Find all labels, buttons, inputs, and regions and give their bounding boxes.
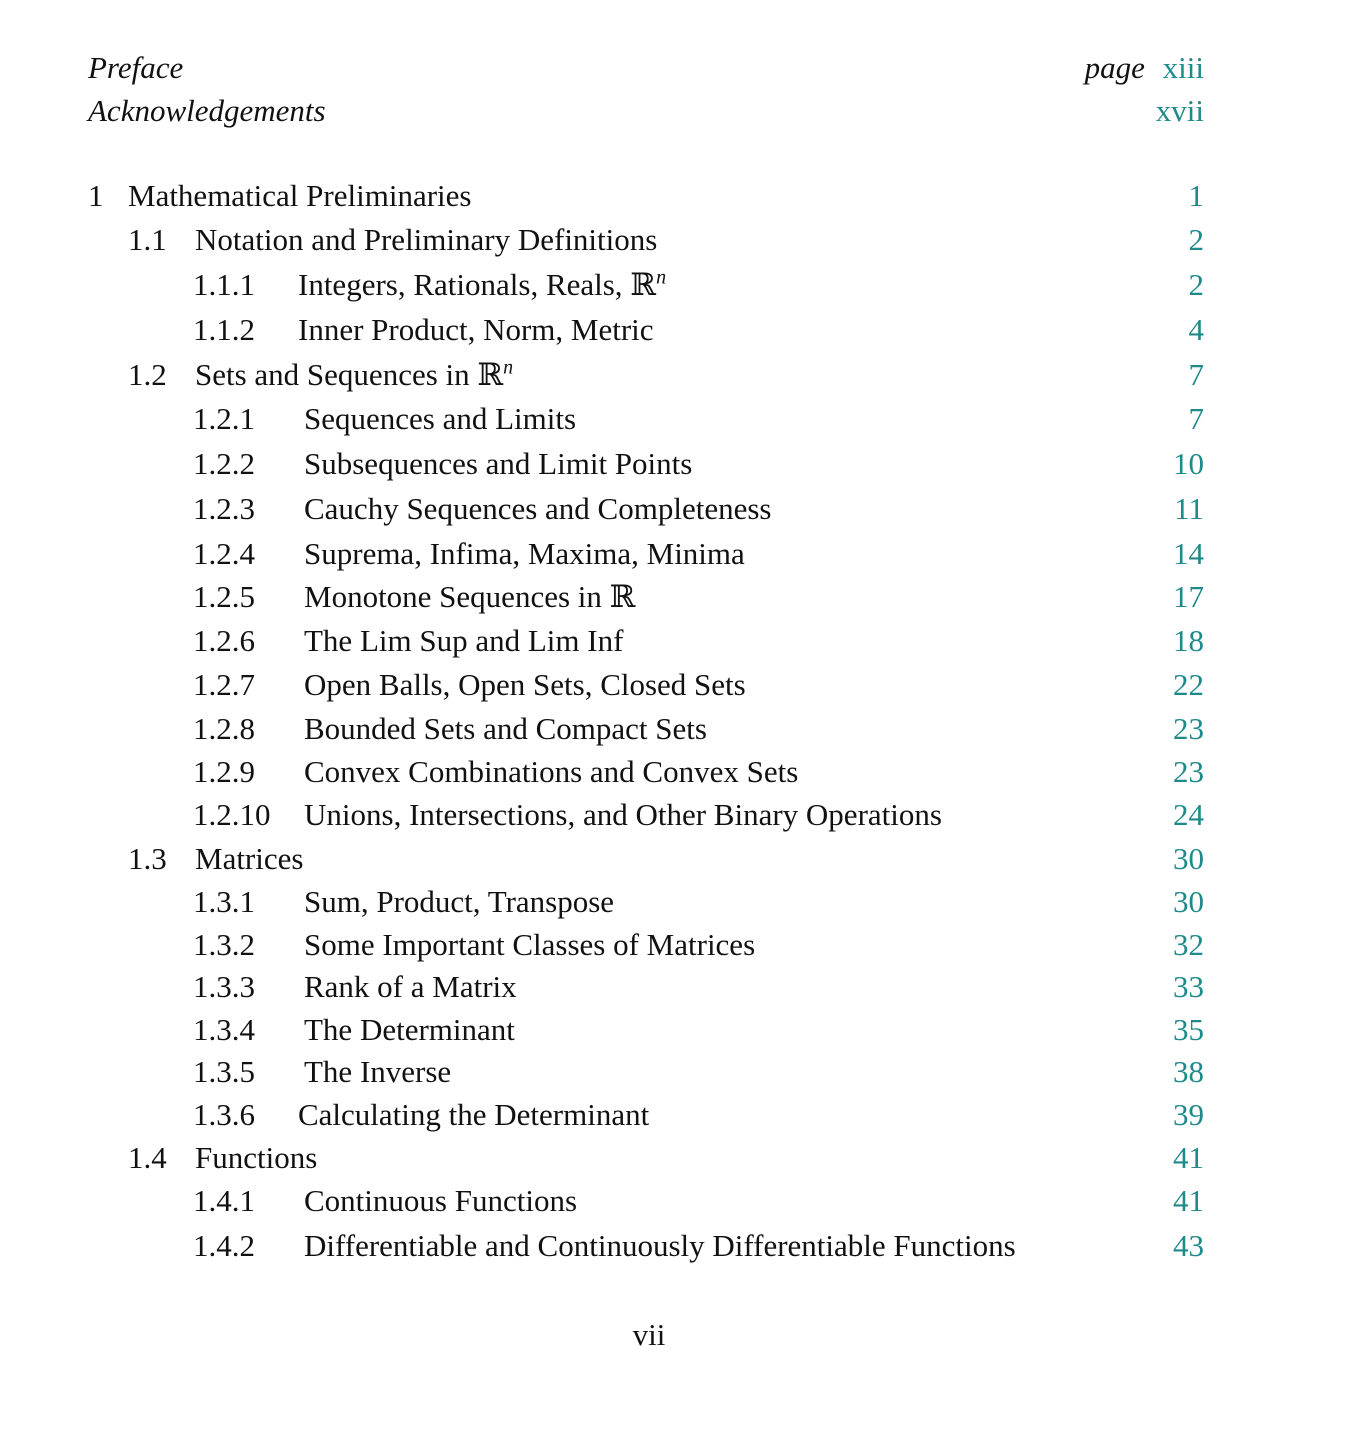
toc-entry-section[interactable]	[0, 355, 1372, 395]
toc-entry-subsection[interactable]	[0, 709, 1372, 749]
page-number-link[interactable]: xvii	[1155, 93, 1204, 128]
entry-title: The Inverse	[304, 1054, 452, 1089]
entry-page[interactable]	[1173, 577, 1204, 617]
entry-number: 1.2.5	[193, 579, 255, 614]
entry-page[interactable]	[1173, 1010, 1204, 1050]
entry-page[interactable]	[1173, 1181, 1204, 1221]
entry-title: Bounded Sets and Compact Sets	[304, 711, 707, 746]
page-number-link[interactable]: 23	[1173, 711, 1204, 746]
page-number-link[interactable]: 14	[1173, 536, 1204, 571]
toc-entry-subsection[interactable]	[0, 1226, 1372, 1266]
toc-entry-subsection[interactable]	[0, 1010, 1372, 1050]
entry-number: 1.4.2	[193, 1228, 255, 1263]
entry-page[interactable]	[1189, 265, 1205, 305]
page-number-link[interactable]: 30	[1173, 841, 1204, 876]
entry-number: 1.1.2	[193, 312, 255, 347]
page-number-link[interactable]: 2	[1188, 267, 1204, 302]
entry-page[interactable]	[1173, 534, 1204, 574]
entry-title: Rank of a Matrix	[304, 969, 517, 1004]
entry-title: Inner Product, Norm, Metric	[298, 312, 654, 347]
title-text: Sets and Sequences in ℝ	[195, 357, 504, 392]
toc-entry-subsection[interactable]	[0, 577, 1372, 617]
entry-number: 1	[88, 178, 104, 213]
entry-number: 1.2.6	[193, 623, 255, 658]
entry-number: 1.4	[128, 1140, 167, 1175]
entry-page[interactable]	[1173, 1226, 1204, 1266]
toc-entry-subsection[interactable]	[0, 1181, 1372, 1221]
page-number-link[interactable]: 24	[1173, 797, 1204, 832]
entry-number: 1.2.9	[193, 754, 255, 789]
entry-title	[298, 265, 666, 305]
entry-page[interactable]	[1173, 882, 1204, 922]
entry-page[interactable]	[1156, 91, 1204, 131]
page-number-link[interactable]: 43	[1173, 1228, 1204, 1263]
entry-number: 1.2	[128, 357, 167, 392]
entry-number: 1.4.1	[193, 1183, 255, 1218]
entry-title	[195, 355, 513, 395]
toc-entry-subsection[interactable]	[0, 665, 1372, 705]
page-number-link[interactable]: 38	[1173, 1054, 1204, 1089]
entry-number: 1.2.10	[193, 797, 271, 832]
page-number-link[interactable]: 18	[1173, 623, 1204, 658]
entry-number: 1.3.2	[193, 927, 255, 962]
toc-entry-subsection[interactable]	[0, 399, 1372, 439]
entry-title: Sum, Product, Transpose	[304, 884, 615, 919]
entry-number: 1.3	[128, 841, 167, 876]
page-number-link[interactable]: 30	[1173, 884, 1204, 919]
page-number-link[interactable]: 10	[1173, 446, 1204, 481]
entry-number: 1.1.1	[193, 267, 255, 302]
entry-title: Calculating the Determinant	[298, 1097, 650, 1132]
toc-entry-subsection[interactable]	[0, 752, 1372, 792]
entry-title: Cauchy Sequences and Completeness	[304, 491, 772, 526]
entry-title: The Lim Sup and Lim Inf	[304, 623, 624, 658]
page-number-link[interactable]: 7	[1188, 357, 1204, 392]
entry-number: 1.2.2	[193, 446, 255, 481]
title-text: Integers, Rationals, Reals, ℝ	[298, 267, 657, 302]
entry-page[interactable]	[1173, 621, 1204, 661]
entry-number: 1.2.3	[193, 491, 255, 526]
toc-entry-section[interactable]	[0, 839, 1372, 879]
entry-page[interactable]	[1173, 444, 1204, 484]
entry-title: Notation and Preliminary Definitions	[195, 222, 658, 257]
entry-page[interactable]	[1173, 1052, 1204, 1092]
page-number-link[interactable]: xiii	[1162, 50, 1204, 85]
entry-title: Acknowledgements	[88, 93, 326, 128]
toc-entry-chapter[interactable]	[0, 176, 1372, 216]
toc-entry-section[interactable]	[0, 1138, 1372, 1178]
toc-entry-subsection[interactable]	[0, 265, 1372, 305]
entry-page[interactable]	[1173, 925, 1204, 965]
page-number-link[interactable]: 33	[1173, 969, 1204, 1004]
toc-entry-subsection[interactable]	[0, 967, 1372, 1007]
entry-page[interactable]	[1189, 399, 1205, 439]
entry-title: Some Important Classes of Matrices	[304, 927, 756, 962]
toc-entry-subsection[interactable]	[0, 882, 1372, 922]
toc-entry-subsection[interactable]	[0, 310, 1372, 350]
entry-page[interactable]	[1173, 795, 1204, 835]
entry-title: Subsequences and Limit Points	[304, 446, 693, 481]
entry-number: 1.2.1	[193, 401, 255, 436]
page-number-link[interactable]: 2	[1188, 222, 1204, 257]
page-number-link[interactable]: 7	[1188, 401, 1204, 436]
entry-number: 1.2.4	[193, 536, 255, 571]
toc-entry-subsection[interactable]	[0, 925, 1372, 965]
superscript-n: n	[503, 356, 514, 379]
entry-title: Preface	[88, 50, 184, 85]
entry-number: 1.3.5	[193, 1054, 255, 1089]
entry-title: Matrices	[195, 841, 304, 876]
entry-title: Mathematical Preliminaries	[128, 178, 472, 213]
entry-number: 1.2.7	[193, 667, 255, 702]
page-number-link[interactable]: 41	[1173, 1183, 1204, 1218]
page-number-link[interactable]: 32	[1173, 927, 1204, 962]
entry-page[interactable]	[1189, 176, 1205, 216]
page-number-link[interactable]: 4	[1188, 312, 1204, 347]
page-number-link[interactable]: 17	[1173, 579, 1204, 614]
toc-entry-subsection[interactable]	[0, 795, 1372, 835]
toc-entry-subsection[interactable]	[0, 489, 1372, 529]
entry-title: Unions, Intersections, and Other Binary Operations	[304, 797, 942, 832]
toc-entry-subsection[interactable]	[0, 621, 1372, 661]
footer-page-number: vii	[632, 1317, 666, 1352]
entry-title: Open Balls, Open Sets, Closed Sets	[304, 667, 746, 702]
entry-page[interactable]	[1173, 665, 1204, 705]
toc-entry-subsection[interactable]	[0, 534, 1372, 574]
entry-title: Continuous Functions	[304, 1183, 578, 1218]
superscript-n: n	[656, 266, 667, 289]
entry-page[interactable]	[1173, 752, 1204, 792]
page-number-link[interactable]: 35	[1173, 1012, 1204, 1047]
entry-title: Monotone Sequences in ℝ	[304, 579, 636, 614]
entry-page[interactable]	[1189, 355, 1205, 395]
entry-title: Differentiable and Continuously Differentiable Functions	[304, 1228, 1016, 1263]
page-number-link[interactable]: 11	[1174, 491, 1204, 526]
entry-title: Convex Combinations and Convex Sets	[304, 754, 799, 789]
entry-title: Sequences and Limits	[304, 401, 577, 436]
toc-entry-subsection[interactable]	[0, 444, 1372, 484]
page-number-link[interactable]: 39	[1173, 1097, 1204, 1132]
entry-page[interactable]	[1174, 489, 1204, 529]
entry-page[interactable]	[1189, 310, 1205, 350]
entry-number: 1.3.3	[193, 969, 255, 1004]
entry-title: The Determinant	[304, 1012, 515, 1047]
entry-page[interactable]	[1189, 220, 1205, 260]
entry-number: 1.1	[128, 222, 167, 257]
entry-number: 1.2.8	[193, 711, 255, 746]
toc-entry-acknowledgements[interactable]	[0, 91, 1372, 131]
toc-entry-section[interactable]	[0, 220, 1372, 260]
entry-page[interactable]	[1173, 1095, 1204, 1135]
entry-page[interactable]	[1173, 709, 1204, 749]
entry-number: 1.3.4	[193, 1012, 255, 1047]
entry-number: 1.3.1	[193, 884, 255, 919]
entry-title: Functions	[195, 1140, 318, 1175]
page-number-link[interactable]: 22	[1173, 667, 1204, 702]
page-number-link[interactable]: 41	[1173, 1140, 1204, 1175]
entry-page[interactable]	[1173, 967, 1204, 1007]
page-number-link[interactable]: 23	[1173, 754, 1204, 789]
entry-page[interactable]	[1085, 48, 1204, 88]
toc-entry-subsection[interactable]	[0, 1052, 1372, 1092]
entry-page[interactable]	[1173, 839, 1204, 879]
page-number-link[interactable]: 1	[1188, 178, 1204, 213]
page-label: page	[1084, 50, 1145, 85]
entry-page[interactable]	[1173, 1138, 1204, 1178]
entry-title: Suprema, Infima, Maxima, Minima	[304, 536, 745, 571]
toc-entry-subsection[interactable]	[0, 1095, 1372, 1135]
toc-entry-preface[interactable]	[0, 48, 1372, 88]
entry-number: 1.3.6	[193, 1097, 255, 1132]
